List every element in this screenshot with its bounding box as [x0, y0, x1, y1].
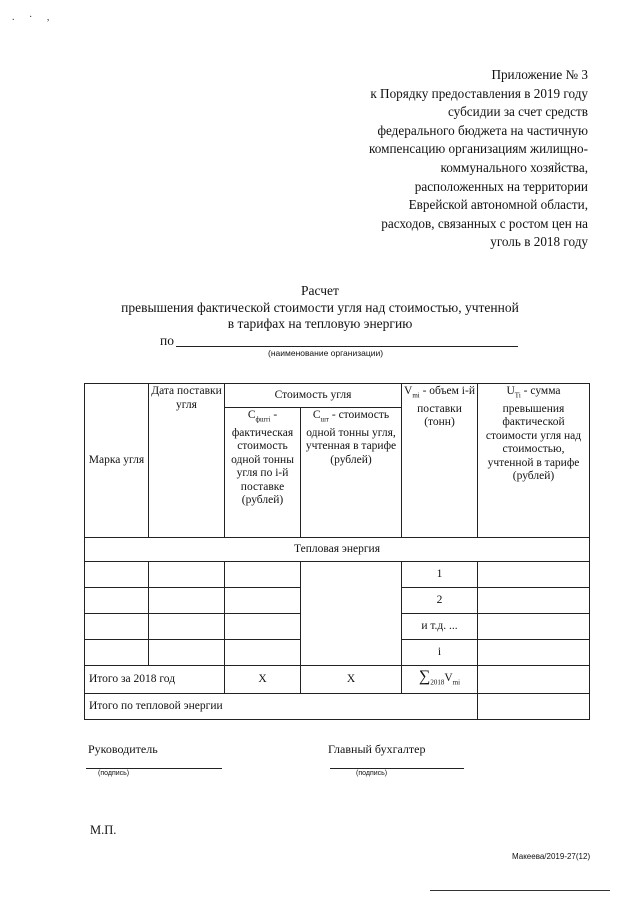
accountant-signature-caption: (подпись)	[356, 770, 388, 777]
total-x-fact: X	[225, 666, 301, 694]
header-volume	[402, 384, 478, 538]
footer-code: Макеева/2019-27(12)	[512, 852, 591, 861]
head-label: Руководитель	[88, 742, 158, 756]
table-cell[interactable]	[225, 562, 301, 588]
total-energy-label: Итого по тепловой энергии	[85, 694, 478, 720]
table-cell[interactable]	[225, 588, 301, 614]
table-cell-tariff-merged[interactable]	[301, 562, 402, 666]
header-brand: Марка угля	[85, 384, 149, 538]
head-signature-caption: (подпись)	[98, 770, 130, 777]
appendix-line: коммунального хозяйства,	[440, 159, 588, 175]
cucht-subscript: шт	[320, 415, 329, 424]
table-cell[interactable]	[85, 588, 149, 614]
table-cell[interactable]	[149, 640, 225, 666]
table-cell[interactable]	[149, 588, 225, 614]
volume-text: - объем i-й поставки (тонн)	[417, 385, 475, 429]
sigma-variable: V	[444, 671, 453, 684]
appendix-line: Приложение № 3	[491, 67, 588, 82]
appendix-line: расположенных на территории	[414, 178, 588, 194]
cucht-text: - стоимость одной тонны угля, учтенная в тарифе (рублей)	[305, 409, 397, 466]
table-cell[interactable]	[478, 614, 590, 640]
cfact-symbol: C	[247, 409, 256, 421]
doc-title: Расчет	[301, 283, 339, 298]
table-cell[interactable]	[478, 588, 590, 614]
appendix-line: уголь в 2018 году	[490, 234, 588, 250]
appendix-line: федерального бюджета на частичную	[377, 122, 588, 138]
row-marker: 1	[402, 562, 478, 588]
table-cell[interactable]	[225, 614, 301, 640]
appendix-line: субсидии за счет средств	[447, 104, 588, 120]
row-marker: i	[402, 640, 478, 666]
table-cell[interactable]	[149, 614, 225, 640]
appendix-line: расходов, связанных с ростом цен на	[381, 215, 588, 231]
row-marker: и т.д. ...	[402, 614, 478, 640]
sum-subscript: Ti	[514, 391, 521, 400]
appendix-header	[288, 66, 588, 252]
appendix-line: Еврейской автономной области,	[408, 197, 588, 213]
table-cell[interactable]	[149, 562, 225, 588]
sigma-variable-subscript: mi	[452, 677, 461, 686]
accountant-signature-field[interactable]	[330, 768, 464, 769]
sum-symbol: U	[506, 385, 515, 397]
header-date: Дата поставки угля	[149, 384, 225, 538]
table-cell[interactable]	[85, 614, 149, 640]
row-marker: 2	[402, 588, 478, 614]
volume-symbol: V	[404, 385, 413, 397]
header-cost-tariff	[301, 408, 402, 538]
total-year-label: Итого за 2018 год	[85, 666, 225, 694]
header-cost: Стоимость угля	[225, 384, 402, 408]
accountant-label: Главный бухгалтер	[328, 742, 426, 756]
po-label: по	[160, 333, 174, 348]
table-cell[interactable]	[85, 562, 149, 588]
total-volume-sum	[402, 666, 478, 694]
table-cell[interactable]	[478, 666, 590, 694]
table-cell[interactable]	[478, 640, 590, 666]
table-cell[interactable]	[225, 640, 301, 666]
section-heat-energy: Тепловая энергия	[85, 538, 590, 562]
cfact-text: - фактическая стоимость одной тонны угля по i-й поставке (рублей)	[231, 409, 294, 507]
cucht-symbol: C	[312, 409, 321, 421]
header-sum	[478, 384, 590, 538]
doc-subtitle-line1: превышения фактической стоимости угля над стоимостью, учтенной	[121, 300, 519, 315]
header-cost-fact	[225, 408, 301, 538]
table-cell[interactable]	[85, 640, 149, 666]
volume-subscript: mi	[412, 391, 420, 400]
sigma-subscript: 2018	[430, 677, 445, 686]
scan-specks: . · ,	[12, 12, 56, 23]
table-cell[interactable]	[478, 694, 590, 720]
cfact-subscript: фшті	[255, 415, 271, 424]
total-x-tariff: X	[301, 666, 402, 694]
doc-subtitle-line2: в тарифах на тепловую энергию	[227, 316, 413, 331]
calculation-table	[84, 383, 590, 720]
sum-text: - сумма превышения фактической стоимости угля над стоимостью, учтенной в тарифе (рублей)	[485, 385, 582, 483]
stamp-place: М.П.	[90, 823, 117, 837]
appendix-line: компенсацию организациям жилищно-	[369, 141, 588, 157]
table-cell[interactable]	[478, 562, 590, 588]
organization-caption: (наименование организации)	[268, 348, 384, 358]
sigma-icon: ∑	[418, 667, 431, 685]
appendix-line: к Порядку предоставления в 2019 году	[370, 85, 588, 101]
bottom-rule	[430, 890, 610, 891]
head-signature-field[interactable]	[86, 768, 222, 769]
organization-name-field[interactable]	[176, 346, 518, 347]
